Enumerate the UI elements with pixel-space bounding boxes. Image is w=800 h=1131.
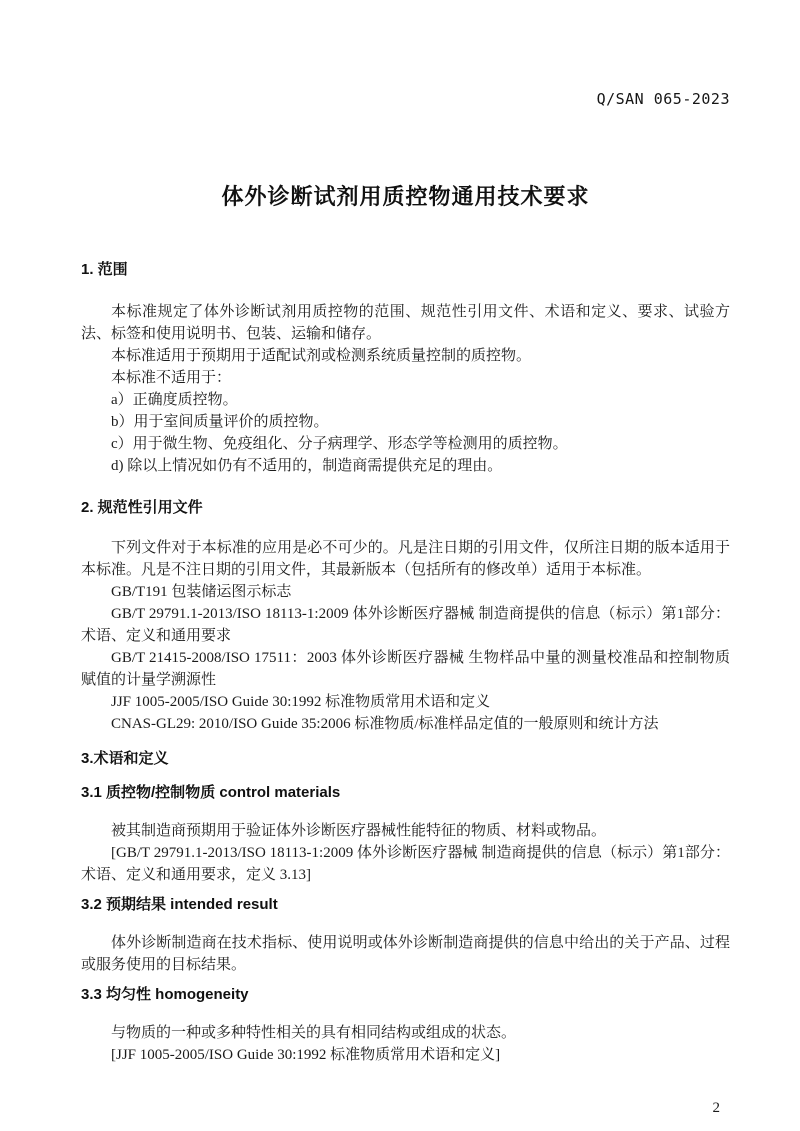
document-number: Q/SAN 065-2023 [596, 90, 730, 108]
scope-paragraph-1: 本标准规定了体外诊断试剂用质控物的范围、规范性引用文件、术语和定义、要求、试验方法、标签和使用说明书、包装、运输和储存。 [81, 304, 730, 342]
reference-item: CNAS-GL29: 2010/ISO Guide 35:2006 标准物质/标准样品定值的一般原则和统计方法 [111, 716, 659, 732]
scope-exclusion-item-c: c）用于微生物、免疫组化、分子病理学、形态学等检测用的质控物。 [111, 436, 568, 452]
document-title: 体外诊断试剂用质控物通用技术要求 [221, 184, 590, 209]
section-scope [81, 259, 730, 477]
term-3-3-heading: 3.3 均匀性 homogeneity [81, 986, 249, 1003]
term-3-3-definition: 与物质的一种或多种特性相关的具有相同结构或组成的状态。 [111, 1025, 517, 1041]
term-entry [81, 984, 730, 1066]
scope-exclusion-item-d: d) 除以上情况如仍有不适用的，制造商需提供充足的理由。 [111, 458, 503, 474]
term-entry [81, 782, 730, 886]
reference-item: GB/T 29791.1-2013/ISO 18113-1:2009 体外诊断医疗器械 制造商提供的信息（标示）第1部分：术语、定义和通用要求 [81, 606, 730, 644]
references-intro: 下列文件对于本标准的应用是必不可少的。凡是注日期的引用文件，仅所注日期的版本适用于本标准。凡是不注日期的引用文件，其最新版本（包括所有的修改单）适用于本标准。 [81, 540, 730, 578]
term-3-1-source: [GB/T 29791.1-2013/ISO 18113-1:2009 体外诊断医疗器械 制造商提供的信息（标示）第1部分：术语、定义和通用要求，定义 3.13] [81, 845, 730, 883]
section-scope-heading: 1. 范围 [81, 261, 128, 278]
term-3-2-heading: 3.2 预期结果 intended result [81, 896, 278, 913]
scope-exclusion-item-b: b）用于室间质量评价的质控物。 [111, 414, 329, 430]
scope-exclusion-item-a: a）正确度质控物。 [111, 392, 238, 408]
term-3-3-source: [JJF 1005-2005/ISO Guide 30:1992 标准物质常用术语和定义] [111, 1047, 501, 1063]
reference-item: JJF 1005-2005/ISO Guide 30:1992 标准物质常用术语和定义 [111, 694, 491, 710]
term-3-1-heading: 3.1 质控物/控制物质 control materials [81, 784, 341, 801]
section-normative-references [81, 497, 730, 735]
term-3-2-definition: 体外诊断制造商在技术指标、使用说明或体外诊断制造商提供的信息中给出的关于产品、过程或服务使用的目标结果。 [81, 935, 730, 973]
reference-item: GB/T 21415-2008/ISO 17511：2003 体外诊断医疗器械 生物样品中量的测量校准品和控制物质赋值的计量学溯源性 [81, 650, 730, 688]
scope-paragraph-2: 本标准适用于预期用于适配试剂或检测系统质量控制的质控物。 [111, 348, 532, 364]
reference-item: GB/T191 包装储运图示标志 [111, 584, 292, 600]
section-terms-definitions [81, 748, 730, 1066]
section-references-heading: 2. 规范性引用文件 [81, 499, 203, 516]
scope-paragraph-3: 本标准不适用于： [111, 370, 232, 386]
page-number: 2 [712, 1100, 720, 1116]
term-3-1-definition: 被其制造商预期用于验证体外诊断医疗器械性能特征的物质、材料或物品。 [111, 823, 607, 839]
term-entry [81, 894, 730, 976]
section-terms-heading: 3.术语和定义 [81, 750, 169, 767]
